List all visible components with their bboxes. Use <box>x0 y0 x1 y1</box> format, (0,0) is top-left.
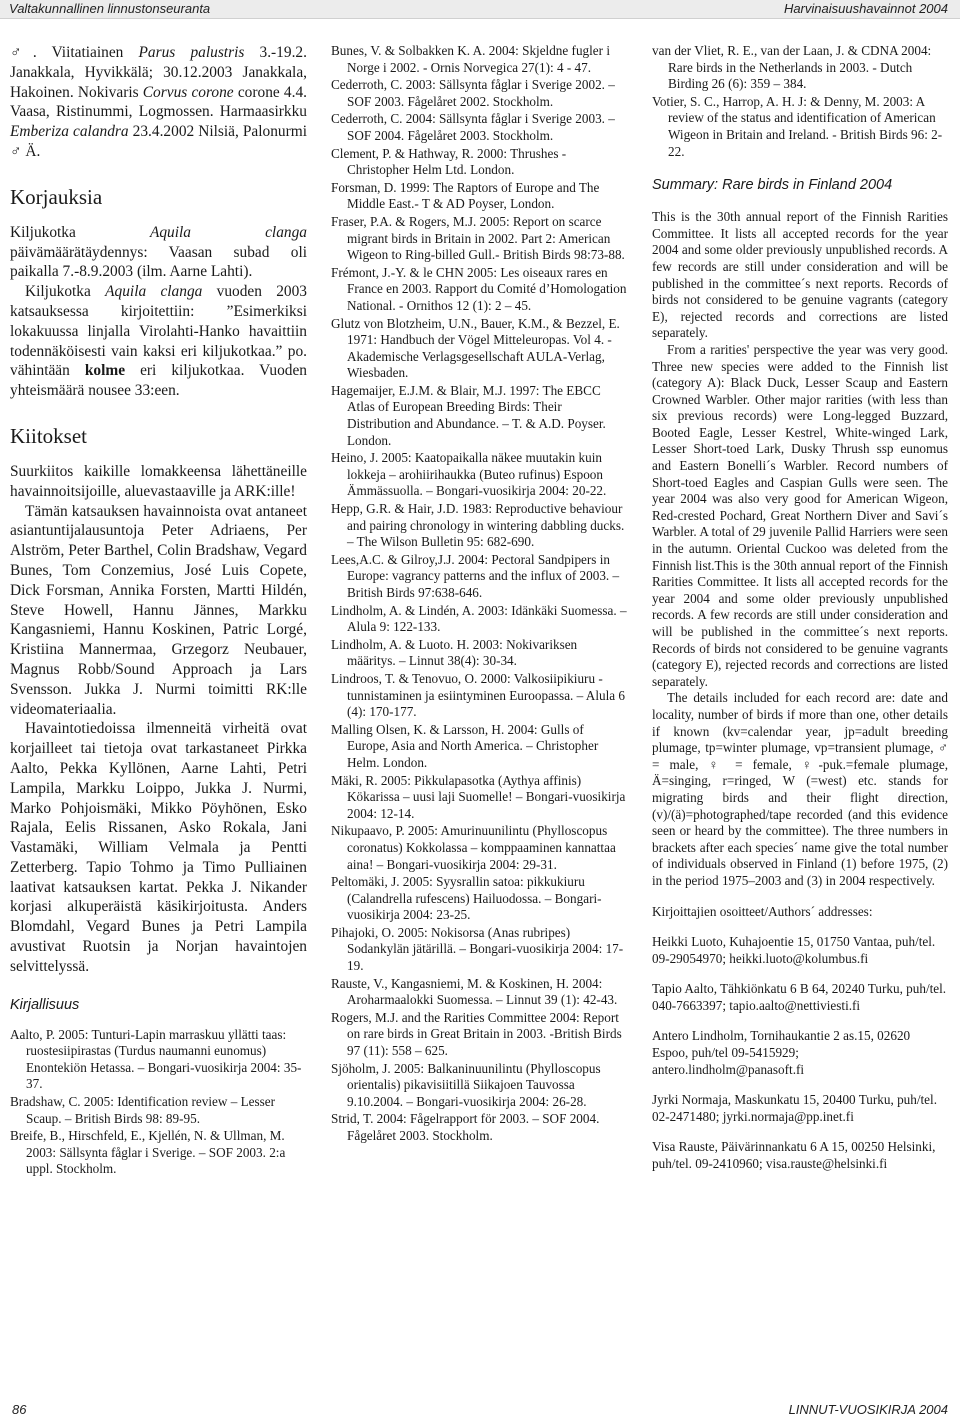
reference-item: Mäki, R. 2005: Pikkulapasotka (Aythya affinis) Kökarissa – uusi laji Suomelle! – Bongari-vuosikirja 2004: 12-14. <box>331 772 626 821</box>
reference-item: Rauste, V., Kangasniemi, M. & Koskinen, H. 2004: Aroharmaalokki Suomessa. – Linnut 39 (1): 42-43. <box>331 975 618 1008</box>
summary-paragraph-3: The details included for each record are: date and locality, number of birds if more than one, other details if known (kv=calendar year, jp=adult breeding plumage, tp=winter plumage, vp=transient plumage, ♂ = male, ♀ = female, ♀-puk.=female plumage, Ä=singing, r=ringed, W (=west) etc. stands for migrating birds and their flight direction, (v)/(ä)=photographed/tape recorded (and this evidence seen or heard by the committee). The three numbers in brackets after each species´ name give the total number of individuals observed in Finland (1) before 1975, (2) in the period 1975–2003 and (3) in 2004 respectively. <box>652 690 948 888</box>
reference-item: Hagemaijer, E.J.M. & Blair, M.J. 1997: The EBCC Atlas of European Breeding Birds: Their Distribution and Abundance. – T. & A.D. Poyser. London. <box>331 382 606 448</box>
page-number: 86 <box>12 1402 27 1417</box>
reference-item: Lees,A.C. & Gilroy,J.J. 2004: Pectoral Sandpipers in Europe: vagrancy patterns and the influx of 2003. – British Birds 97:638-646. <box>331 551 620 600</box>
reference-item: Hepp, G.R. & Hair, J.D. 1983: Reproductive behaviour and pairing chronology in wintering dabbling ducks. – The Wilson Bulletin 95: 682-690. <box>331 501 625 550</box>
column-1 <box>10 43 307 1179</box>
running-header <box>0 0 960 19</box>
reference-item: Malling Olsen, K. & Larsson, H. 2004: Gulls of Europe, Asia and North America. – Christopher Helm. London. <box>331 721 599 770</box>
reference-item: Strid, T. 2004: Fågelrapport för 2003. – SOF 2004. Fågelåret 2003. Stockholm. <box>331 1111 600 1143</box>
reference-item: Cederroth, C. 2004: Sällsynta fåglar i Sverige 2003. – SOF 2004. Fågelåret 2003. Stockholm. <box>331 111 615 143</box>
author-address: Visa Rauste, Päivärinnankatu 6 A 15, 00250 Helsinki, puh/tel. 09-2410960; visa.rauste@helsinki.fi <box>652 1139 936 1172</box>
column-2 <box>331 43 628 1146</box>
reference-item: Peltomäki, J. 2005: Syysrallin satoa: pikkukiuru (Calandrella rufescens) Hailuodossa. – Bongari-vuosikirja 2004: 23-25. <box>331 874 602 923</box>
reference-item: Forsman, D. 1999: The Raptors of Europe and The Middle East.- T & AD Poyser, London. <box>331 179 600 212</box>
reference-item: Fraser, P.A. & Rogers, M.J. 2005: Report on scarce migrant birds in Britain in 2002. Part 2: American Wigeon to Ring-billed Gull.- British Birds 98:73-88. <box>331 213 625 263</box>
reference-item: Aalto, P. 2005: Tunturi-Lapin marraskuu yllätti taas: ruostesiipirastas (Turdus naumanni eunomus) Enontekiön Hetassa. – Bongari-vuosikirja 2004: 35-37. <box>10 1026 302 1092</box>
journal-name: LINNUT-VUOSIKIRJA 2004 <box>788 1402 948 1417</box>
thanks-paragraph-2: Tämän katsauksen havainnoista ovat antaneet asiantuntijalausuntoja Peter Adriaens, Per Alström, Peter Barthel, Colin Bradshaw, Vegard Bunes, Tom Conzemius, José Luis Copete, Dick Forsman, Annika Forsten, Martti Hildén, Steve Howell, Hannu Jännes, Markku Kangasniemi, Hannu Koskinen, Patric Lorgé, Kristiina Mannermaa, Grzegorz Neubauer, Magnus Robb/Sound Approach ja Lars Svensson. Jukka J. Nurmi toimitti RK:lle videomateriaalia. <box>10 502 307 718</box>
addresses-heading: Kirjoittajien osoitteet/Authors´ addresses: <box>652 903 873 919</box>
thanks-paragraph-1: Suurkiitos kaikille lomakkeensa lähettäneille havainnoitsijoille, aluevastaaville ja ARK:ille! <box>10 462 307 500</box>
reference-item: Lindroos, T. & Tenovuo, O. 2000: Valkosiipikiuru - tunnistaminen ja esiintyminen Euroopassa. – Alula 6 (4): 170-177. <box>331 670 625 720</box>
summary-paragraph-2: From a rarities' perspective the year was very good. Three new species were added to the Finnish list (category A): Black Duck, Lesser Scaup and Eastern Crowned Warbler. Other major rarities (with less than six previous records) were Long-legged Buzzard, Booted Eagle, Lesser Kestrel, White-winged Lark, Lesser Short-toed Lark, Dusky Thrush ssp eunomus and Eastern Bonelli´s Warbler. Record numbers of Short-toed Eagles and Caspian Gulls were seen. The year 2004 was also very good for American Wigeon, Red-crested Pochard, Great Northern Diver and Savi´s Warbler. A total of 29 juvenile Pallid Harriers were seen in the autumn. Oriental Cuckoo was deleted from the Finnish list.This is the 30th annual report of the Finnish Rarities Committee. It lists all accepted records for the year 2004 and some older previously unpublished records. A few records are still under consideration and will be published in the committee´s next reports. Records of birds not considered to be genuine vagrants (category E), rejected records and corrections are listed separately. <box>652 341 948 689</box>
reference-list-1 <box>10 1027 307 1178</box>
reference-item: Nikupaavo, P. 2005: Amurinuunilintu (Phylloscopus coronatus) Kokkolassa – komppaaminen kannattaa aina! – Bongari-vuosikirja 2004: 29-31. <box>331 823 616 872</box>
header-left: Valtakunnallinen linnustonseuranta <box>9 1 211 16</box>
section-heading-thanks: Kiitokset <box>10 423 87 448</box>
reference-item: Cederroth, C. 2003: Sällsynta fåglar i Sverige 2002. – SOF 2003. Fågelåret 2002. Stockholm. <box>331 77 615 109</box>
reference-item: Pihajoki, O. 2005: Nokisorsa (Anas rubripes) Sodankylän jätärillä. – Bongari-vuosikirja 2004: 17-19. <box>331 924 624 974</box>
section-heading-corrections: Korjauksia <box>10 184 103 209</box>
reference-item: Votier, S. C., Harrop, A. H. J: & Denny, M. 2003: A review of the status and identification of American Wigeon in Britain and Ireland. - British Birds 96: 2-22. <box>652 93 943 159</box>
thanks-paragraph-3: Havaintotiedoissa ilmenneitä virheitä ovat korjailleet tai tietoja ovat tarkastaneet Pirkka Aalto, Pekka Kyllönen, Aarne Lahti, Petri Lampila, Markku Loippo, Jukka J. Nurmi, Marko Pohjoismäki, Mikko Pöyhönen, Esko Rajala, Eelis Rissanen, Asko Rokala, Jani Vastamäki, William Velmala ja Pentti Zetterberg. Tapio Tohmo ja Timo Pulliainen laativat katsauksen kartat. Pekka J. Nikander korjasi alkuperäistä käsikirjoitusta. Anders Blomdahl, Vegard Bunes ja Petri Lampila avustivat Ruotsin ja Norjan havaintojen selvittelyssä. <box>10 720 307 975</box>
reference-item: Clement, P. & Hathway, R. 2000: Thrushes - Christopher Helm Ltd. London. <box>331 145 567 178</box>
reference-item: Glutz von Blotzheim, U.N., Bauer, K.M., & Bezzel, E. 1971: Handbuch der Vögel Mitteleuropas. Vol 4. - Akademische Verlagsgesellschaft AULA-Verlag, Wiesbaden. <box>331 315 620 381</box>
section-heading-literature: Kirjallisuus <box>10 996 80 1013</box>
reference-item: Bunes, V. & Solbakken K. A. 2004: Skjeldne fugler i Norge i 2002. - Ornis Norvegica 27(1): 4 - 47. <box>331 43 611 75</box>
author-address: Tapio Aalto, Tähkiönkatu 6 B 64, 20240 Turku, puh/tel. 040-7663397; tapio.aalto@nettiviesti.fi <box>652 981 947 1013</box>
correction-2: Kiljukotka Aquila clanga vuoden 2003 katsauksessa kirjoitettiin: ”Esimerkiksi lokakuussa linjalla Virolahti-Hanko havaittiin todennäköisesti vain kaksi eri kiljukotkaa.” po. vähintään kolme eri kiljukotkaa. Vuoden yhteismäärä nousee 33:een. <box>10 283 307 400</box>
reference-item: Frémont, J.-Y. & le CHN 2005: Les oiseaux rares en France en 2003. Rapport du Comité d’Homologation National. - Ornithos 12 (1): 2 – 45. <box>331 264 627 313</box>
author-address: Heikki Luoto, Kuhajoentie 15, 01750 Vantaa, puh/tel. 09-29054970; heikki.luoto@kolumbus.fi <box>652 934 936 966</box>
reference-item: Bradshaw, C. 2005: Identification review – Lesser Scaup. – British Birds 98: 89-95. <box>10 1094 276 1126</box>
reference-item: Heino, J. 2005: Kaatopaikalla näkee muutakin kuin lokkeja – arohiirihaukka (Buteo rufinus) Espoon Ämmässuolla. – Bongari-vuosikirja 2004: 20-22. <box>331 450 607 499</box>
summary-paragraph-1: This is the 30th annual report of the Finnish Rarities Committee. It lists all accepted records for the year 2004 and some older previously unpublished records. A few records are still under consideration and will be published in the committee´s next reports. Records of birds not considered to be genuine vagrants (category E), rejected records and corrections are listed separately. <box>652 209 948 341</box>
reference-item: Sjöholm, J. 2005: Balkaninuunilintu (Phylloscopus orientalis) pikavisiitillä Siikajoen Tauvossa 9.10.2004. – Bongari-vuosikirja 2004: 26-28. <box>331 1060 601 1109</box>
author-address: Jyrki Normaja, Maskunkatu 15, 20400 Turku, puh/tel. 02-2471480; jyrki.normaja@pp.inet.fi <box>652 1092 937 1124</box>
summary-heading: Summary: Rare birds in Finland 2004 <box>652 177 893 194</box>
author-address: Antero Lindholm, Tornihaukantie 2 as.15, 02620 Espoo, puh/tel 09-5415929; antero.lindholm@panasoft.fi <box>652 1028 911 1077</box>
correction-1: Kiljukotka Aquila clanga päivämäärätäydennys: Vaasan subad oli paikalla 7.-8.9.2003 (ilm. Aarne Lahti). <box>10 223 307 281</box>
reference-item: Lindholm, A. & Lindén, A. 2003: Idänkäki Suomessa. – Alula 9: 122-133. <box>331 602 627 635</box>
reference-item: Lindholm, A. & Luoto. H. 2003: Nokivariksen määritys. – Linnut 38(4): 30-34. <box>331 636 578 669</box>
reference-item: van der Vliet, R. E., van der Laan, J. & CDNA 2004: Rare birds in the Netherlands in 2003. - Dutch Birding 26 (6): 359 – 384. <box>652 43 932 92</box>
reference-item: Breife, B., Hirschfeld, E., Kjellén, N. & Ullman, M. 2003: Sällsynta fåglar i Sverige. – SOF 2003. 2:a uppl. Stockholm. <box>10 1128 286 1177</box>
reference-item: Rogers, M.J. and the Rarities Committee 2004: Report on rare birds in Great Britain in 2003. -British Birds 97 (11): 558 – 625. <box>331 1009 622 1059</box>
column-3 <box>652 43 948 1173</box>
header-right: Harvinaisuushavainnot 2004 <box>783 1 948 16</box>
intro-paragraph: ♂. Viitatiainen Parus palustris 3.-19.2. Janakkala, Hyvikkälä; 30.12.2003 Janakkala, Hakoinen. Nokivaris Corvus corone corone 4.4. Vaasa, Ristinummi, Logmossen. Harmaasirkku Emberiza calandra 23.4.2002 Nilsiä, Palonurmi ♂ Ä. <box>10 44 308 160</box>
